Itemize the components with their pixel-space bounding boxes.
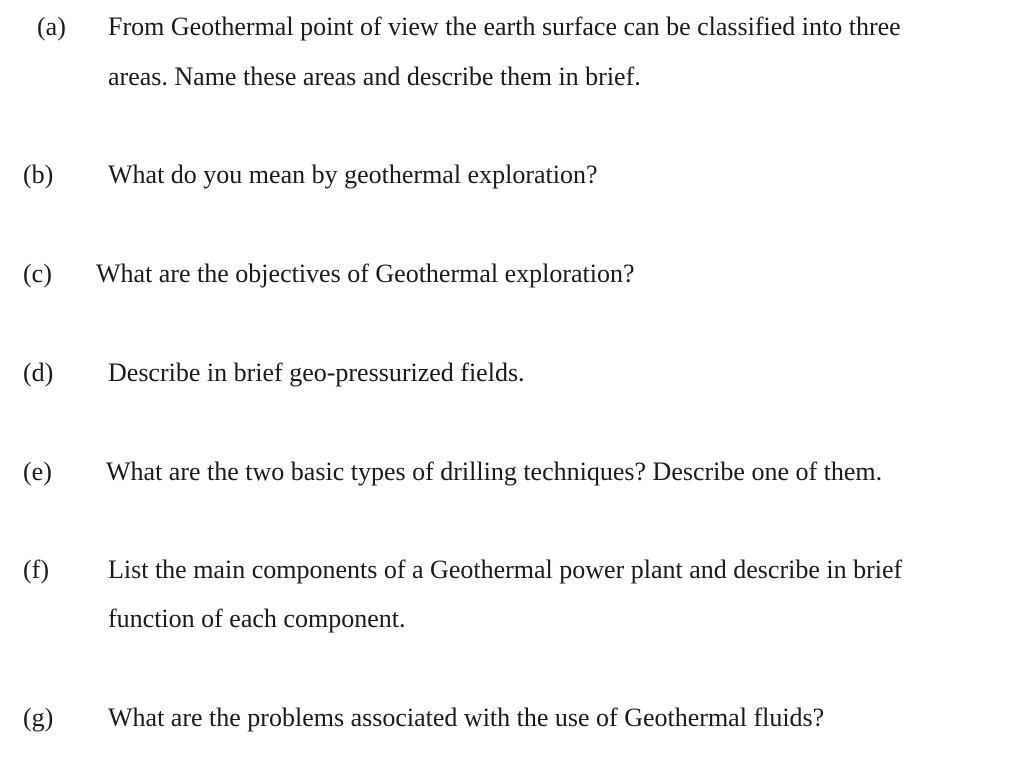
question-f-label: (f) — [23, 555, 49, 584]
question-e-label: (e) — [23, 457, 52, 486]
question-d-label: (d) — [23, 358, 54, 387]
question-b-text-line-1: What do you mean by geothermal exploration? — [108, 160, 598, 189]
question-b-label: (b) — [23, 160, 54, 189]
question-a-text-line-2: areas. Name these areas and describe them in brief. — [108, 62, 641, 91]
question-a-label: (a) — [37, 12, 66, 41]
question-c-text-line-1: What are the objectives of Geothermal exploration? — [96, 259, 635, 288]
question-d-text-line-1: Describe in brief geo-pressurized fields. — [108, 358, 525, 387]
question-f-text-line-1: List the main components of a Geothermal power plant and describe in brief — [108, 555, 903, 584]
question-a-text-line-1: From Geothermal point of view the earth surface can be classified into three — [108, 12, 901, 41]
question-f-text-line-2: function of each component. — [108, 604, 406, 633]
question-g-label: (g) — [23, 703, 54, 732]
question-g-text-line-1: What are the problems associated with the use of Geothermal fluids? — [108, 703, 825, 732]
question-e-text-line-1: What are the two basic types of drilling techniques? Describe one of them. — [106, 457, 883, 486]
question-c-label: (c) — [23, 259, 52, 288]
